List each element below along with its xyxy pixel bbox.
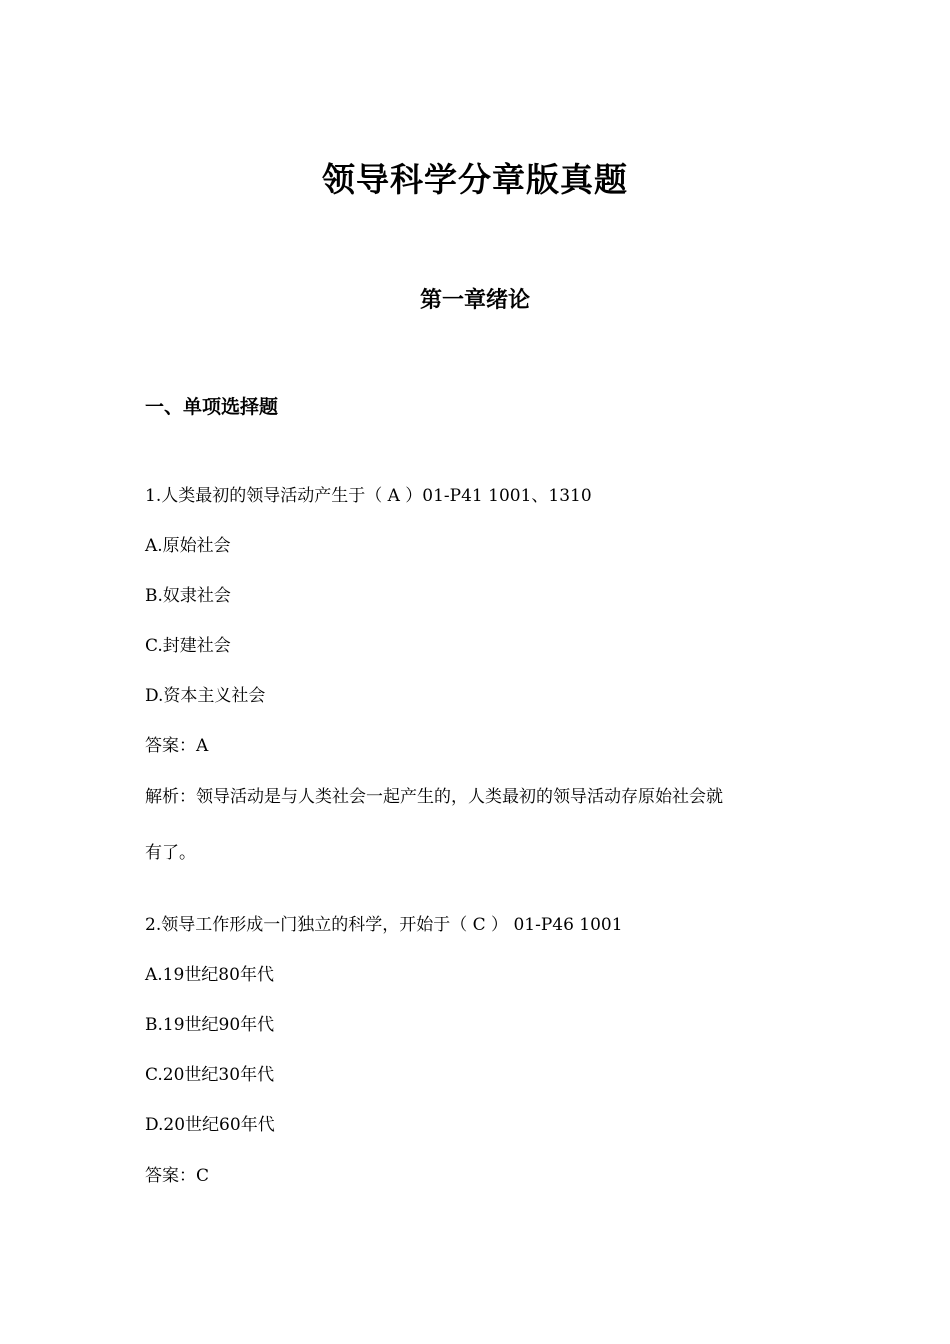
question-1-stem: 1.人类最初的领导活动产生于（ A ）01-P41 1001、1310 [145,486,592,506]
question-1-analysis-line-1: 解析：领导活动是与人类社会一起产生的，人类最初的领导活动存原始社会就 [145,787,723,807]
question-1-option-b: B.奴隶社会 [145,586,231,606]
question-1-option-c: C.封建社会 [145,636,231,656]
question-2-option-c: C.20世纪30年代 [145,1065,275,1085]
question-2-stem: 2.领导工作形成一门独立的科学，开始于（ C ） 01-P46 1001 [145,915,623,935]
document-title: 领导科学分章版真题 [322,160,628,199]
question-1-analysis-line-2: 有了。 [145,843,196,863]
question-1-answer: 答案：A [145,736,209,756]
question-2-option-a: A.19世纪80年代 [145,965,274,985]
chapter-title: 第一章绪论 [419,287,530,313]
question-2-option-b: B.19世纪90年代 [145,1015,275,1035]
question-1-option-d: D.资本主义社会 [145,686,266,706]
question-1-option-a: A.原始社会 [145,536,231,556]
question-2-option-d: D.20世纪60年代 [145,1115,275,1135]
question-2-answer: 答案：C [145,1166,210,1186]
section-heading: 一、单项选择题 [145,396,279,418]
